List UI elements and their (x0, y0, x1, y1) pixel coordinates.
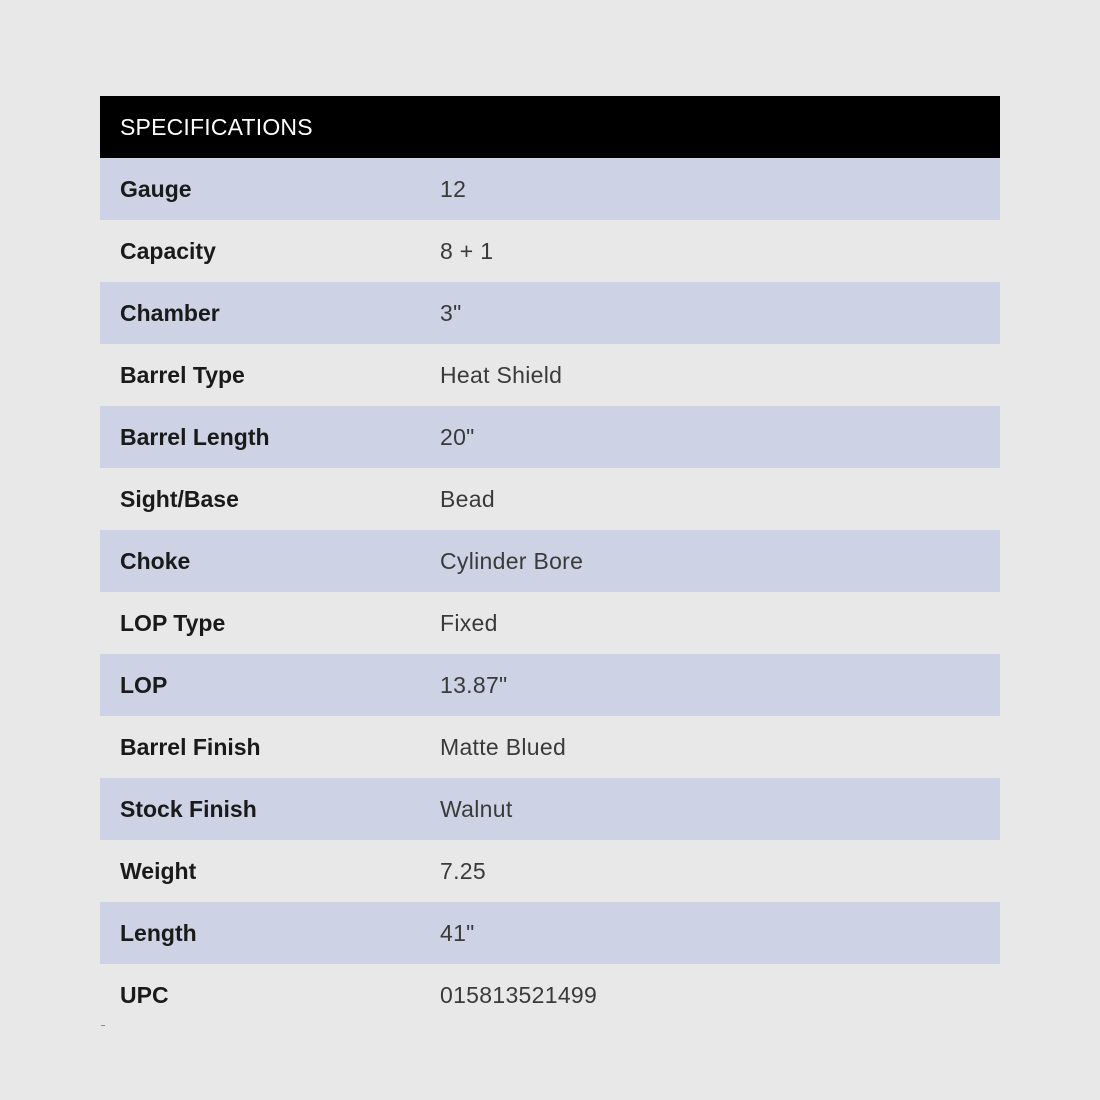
spec-row-sight-base (100, 468, 1000, 530)
spec-value: 41" (440, 919, 475, 946)
spec-value: Cylinder Bore (440, 547, 584, 574)
specifications-table (100, 96, 1000, 1026)
spec-label: Capacity (120, 237, 216, 264)
spec-row-capacity (100, 220, 1000, 282)
spec-label: Length (120, 919, 197, 946)
spec-row-stock-finish (100, 778, 1000, 840)
spec-row-barrel-type (100, 344, 1000, 406)
spec-row-chamber (100, 282, 1000, 344)
spec-label: Choke (120, 547, 191, 574)
stray-mark (101, 1025, 105, 1026)
spec-value: Heat Shield (440, 361, 563, 388)
spec-label: Weight (120, 857, 197, 884)
spec-row-length (100, 902, 1000, 964)
spec-label: Sight/Base (120, 485, 239, 512)
spec-label: Chamber (120, 299, 220, 326)
spec-value: Fixed (440, 609, 498, 636)
spec-value: 3" (440, 299, 462, 326)
spec-label: Stock Finish (120, 795, 257, 822)
spec-row-choke (100, 530, 1000, 592)
spec-row-barrel-finish (100, 716, 1000, 778)
spec-row-lop-type (100, 592, 1000, 654)
spec-label: UPC (120, 981, 169, 1008)
spec-value: 20" (440, 423, 475, 450)
specifications-header: SPECIFICATIONS (100, 96, 1000, 158)
spec-value: 13.87" (440, 671, 508, 698)
spec-row-weight (100, 840, 1000, 902)
spec-rows (100, 158, 1000, 1026)
spec-row-lop (100, 654, 1000, 716)
spec-label: Barrel Length (120, 423, 270, 450)
spec-label: LOP Type (120, 609, 226, 636)
spec-row-barrel-length (100, 406, 1000, 468)
spec-value: Matte Blued (440, 733, 567, 760)
spec-value: 7.25 (440, 857, 486, 884)
spec-value: 015813521499 (440, 981, 598, 1008)
spec-value: 12 (440, 175, 467, 202)
spec-label: Barrel Type (120, 361, 245, 388)
spec-value: 8 + 1 (440, 237, 494, 264)
spec-row-gauge (100, 158, 1000, 220)
spec-value: Walnut (440, 795, 513, 822)
spec-value: Bead (440, 485, 495, 512)
spec-label: Barrel Finish (120, 733, 261, 760)
spec-label: Gauge (120, 175, 192, 202)
spec-label: LOP (120, 671, 168, 698)
spec-row-upc (100, 964, 1000, 1026)
